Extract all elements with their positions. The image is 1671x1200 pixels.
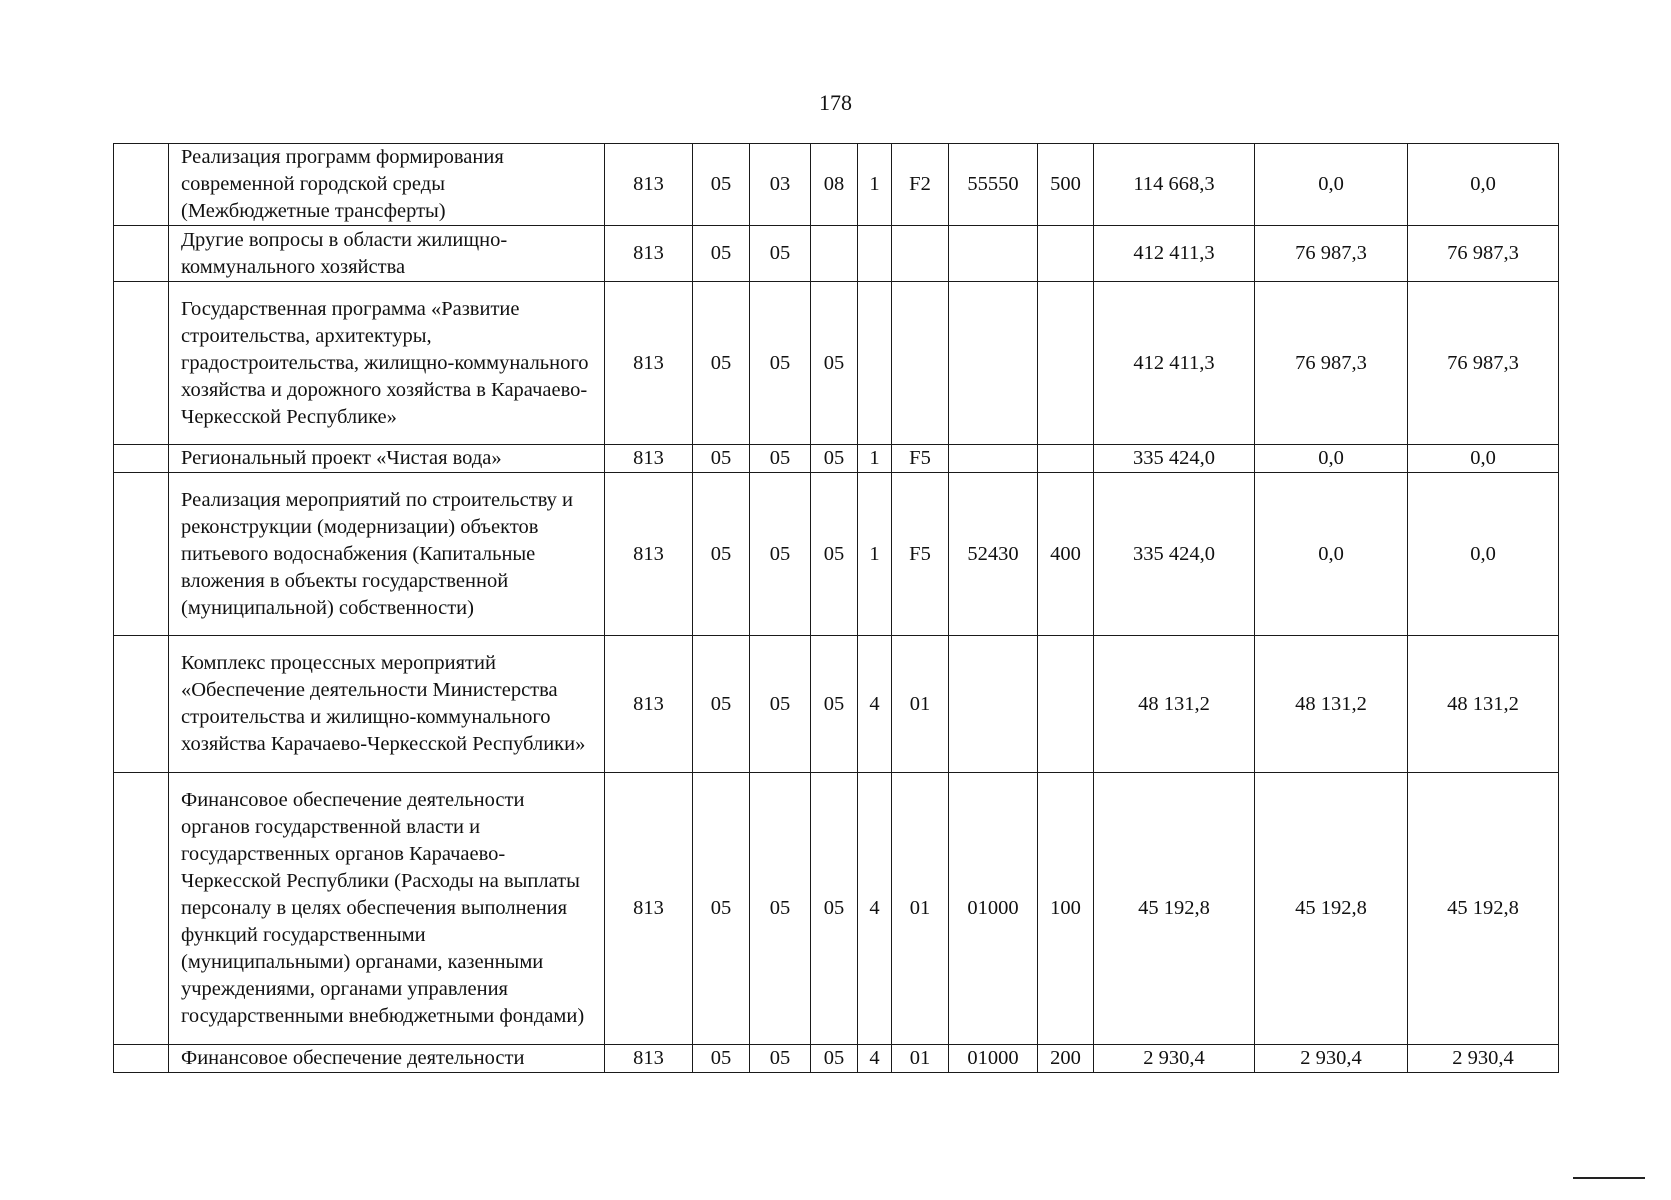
expense-type-code xyxy=(1038,636,1094,773)
amount-year-2: 0,0 xyxy=(1255,144,1408,226)
project-code: F5 xyxy=(892,445,949,473)
project-code: F2 xyxy=(892,144,949,226)
table-body xyxy=(114,144,1559,1073)
table-row xyxy=(114,636,1559,773)
amount-year-3: 76 987,3 xyxy=(1408,226,1559,282)
ministry-code: 813 xyxy=(605,636,693,773)
row-description: Другие вопросы в области жилищно-коммунального хозяйства xyxy=(169,226,605,282)
row-number-cell xyxy=(114,473,169,636)
amount-year-2: 48 131,2 xyxy=(1255,636,1408,773)
row-number-cell xyxy=(114,1045,169,1073)
program-code: 05 xyxy=(811,773,858,1045)
amount-year-3: 48 131,2 xyxy=(1408,636,1559,773)
expense-type-code: 100 xyxy=(1038,773,1094,1045)
amount-year-1: 412 411,3 xyxy=(1094,282,1255,445)
amount-year-2: 76 987,3 xyxy=(1255,282,1408,445)
amount-year-3: 0,0 xyxy=(1408,144,1559,226)
project-code: 01 xyxy=(892,636,949,773)
ministry-code: 813 xyxy=(605,226,693,282)
subprogram-code: 1 xyxy=(858,445,892,473)
ministry-code: 813 xyxy=(605,473,693,636)
subsection-code: 05 xyxy=(750,1045,811,1073)
project-code xyxy=(892,282,949,445)
row-description: Комплекс процессных мероприятий «Обеспечение деятельности Министерства строительства и жилищно-коммунального хозяйства Карачаево-Черкесской Республики» xyxy=(169,636,605,773)
subprogram-code xyxy=(858,226,892,282)
program-code: 05 xyxy=(811,1045,858,1073)
direction-code xyxy=(949,226,1038,282)
amount-year-3: 2 930,4 xyxy=(1408,1045,1559,1073)
subprogram-code: 1 xyxy=(858,473,892,636)
subprogram-code xyxy=(858,282,892,445)
project-code xyxy=(892,226,949,282)
program-code: 05 xyxy=(811,636,858,773)
subprogram-code: 4 xyxy=(858,636,892,773)
amount-year-3: 45 192,8 xyxy=(1408,773,1559,1045)
program-code xyxy=(811,226,858,282)
amount-year-1: 412 411,3 xyxy=(1094,226,1255,282)
ministry-code: 813 xyxy=(605,1045,693,1073)
row-number-cell xyxy=(114,282,169,445)
ministry-code: 813 xyxy=(605,282,693,445)
amount-year-1: 48 131,2 xyxy=(1094,636,1255,773)
section-code: 05 xyxy=(693,226,750,282)
amount-year-2: 0,0 xyxy=(1255,445,1408,473)
amount-year-2: 2 930,4 xyxy=(1255,1045,1408,1073)
direction-code xyxy=(949,282,1038,445)
table-row xyxy=(114,226,1559,282)
row-number-cell xyxy=(114,144,169,226)
subprogram-code: 1 xyxy=(858,144,892,226)
table-row xyxy=(114,282,1559,445)
amount-year-2: 45 192,8 xyxy=(1255,773,1408,1045)
subprogram-code: 4 xyxy=(858,1045,892,1073)
amount-year-3: 0,0 xyxy=(1408,473,1559,636)
ministry-code: 813 xyxy=(605,445,693,473)
direction-code: 01000 xyxy=(949,773,1038,1045)
direction-code: 55550 xyxy=(949,144,1038,226)
expense-type-code: 200 xyxy=(1038,1045,1094,1073)
budget-table-container xyxy=(113,143,1559,1073)
expense-type-code xyxy=(1038,282,1094,445)
subsection-code: 03 xyxy=(750,144,811,226)
amount-year-1: 335 424,0 xyxy=(1094,445,1255,473)
amount-year-1: 114 668,3 xyxy=(1094,144,1255,226)
amount-year-1: 335 424,0 xyxy=(1094,473,1255,636)
ministry-code: 813 xyxy=(605,144,693,226)
table-row xyxy=(114,1045,1559,1073)
table-row xyxy=(114,144,1559,226)
section-code: 05 xyxy=(693,445,750,473)
program-code: 05 xyxy=(811,445,858,473)
row-number-cell xyxy=(114,636,169,773)
amount-year-3: 76 987,3 xyxy=(1408,282,1559,445)
row-description: Финансовое обеспечение деятельности органов государственной власти и государственных органов Карачаево-Черкесской Республики (Расходы на выплаты персоналу в целях обеспечения выполнения функций государственными (муниципальными) органами, казенными учреждениями, органами управления государственными внебюджетными фондами) xyxy=(169,773,605,1045)
subsection-code: 05 xyxy=(750,773,811,1045)
program-code: 05 xyxy=(811,473,858,636)
row-description: Государственная программа «Развитие строительства, архитектуры, градостроительства, жилищно-коммунального хозяйства и дорожного хозяйства в Карачаево-Черкесской Республике» xyxy=(169,282,605,445)
table-row xyxy=(114,445,1559,473)
section-code: 05 xyxy=(693,1045,750,1073)
row-number-cell xyxy=(114,773,169,1045)
expense-type-code: 400 xyxy=(1038,473,1094,636)
subsection-code: 05 xyxy=(750,473,811,636)
subprogram-code: 4 xyxy=(858,773,892,1045)
section-code: 05 xyxy=(693,282,750,445)
project-code: F5 xyxy=(892,473,949,636)
amount-year-2: 76 987,3 xyxy=(1255,226,1408,282)
bottom-rule xyxy=(1573,1177,1645,1179)
amount-year-3: 0,0 xyxy=(1408,445,1559,473)
row-number-cell xyxy=(114,445,169,473)
direction-code xyxy=(949,636,1038,773)
row-description: Финансовое обеспечение деятельности xyxy=(169,1045,605,1073)
amount-year-1: 2 930,4 xyxy=(1094,1045,1255,1073)
program-code: 05 xyxy=(811,282,858,445)
subsection-code: 05 xyxy=(750,226,811,282)
expense-type-code: 500 xyxy=(1038,144,1094,226)
amount-year-2: 0,0 xyxy=(1255,473,1408,636)
project-code: 01 xyxy=(892,1045,949,1073)
budget-table xyxy=(113,143,1559,1073)
section-code: 05 xyxy=(693,636,750,773)
ministry-code: 813 xyxy=(605,773,693,1045)
project-code: 01 xyxy=(892,773,949,1045)
page-number: 178 xyxy=(819,90,852,115)
expense-type-code xyxy=(1038,445,1094,473)
table-row xyxy=(114,773,1559,1045)
subsection-code: 05 xyxy=(750,282,811,445)
subsection-code: 05 xyxy=(750,636,811,773)
direction-code: 52430 xyxy=(949,473,1038,636)
section-code: 05 xyxy=(693,473,750,636)
subsection-code: 05 xyxy=(750,445,811,473)
amount-year-1: 45 192,8 xyxy=(1094,773,1255,1045)
row-description: Реализация мероприятий по строительству и реконструкции (модернизации) объектов питьевого водоснабжения (Капитальные вложения в объекты государственной (муниципальной) собственности) xyxy=(169,473,605,636)
expense-type-code xyxy=(1038,226,1094,282)
table-row xyxy=(114,473,1559,636)
row-number-cell xyxy=(114,226,169,282)
program-code: 08 xyxy=(811,144,858,226)
section-code: 05 xyxy=(693,144,750,226)
direction-code: 01000 xyxy=(949,1045,1038,1073)
row-description: Реализация программ формирования современной городской среды (Межбюджетные трансферты) xyxy=(169,144,605,226)
direction-code xyxy=(949,445,1038,473)
section-code: 05 xyxy=(693,773,750,1045)
row-description: Региональный проект «Чистая вода» xyxy=(169,445,605,473)
